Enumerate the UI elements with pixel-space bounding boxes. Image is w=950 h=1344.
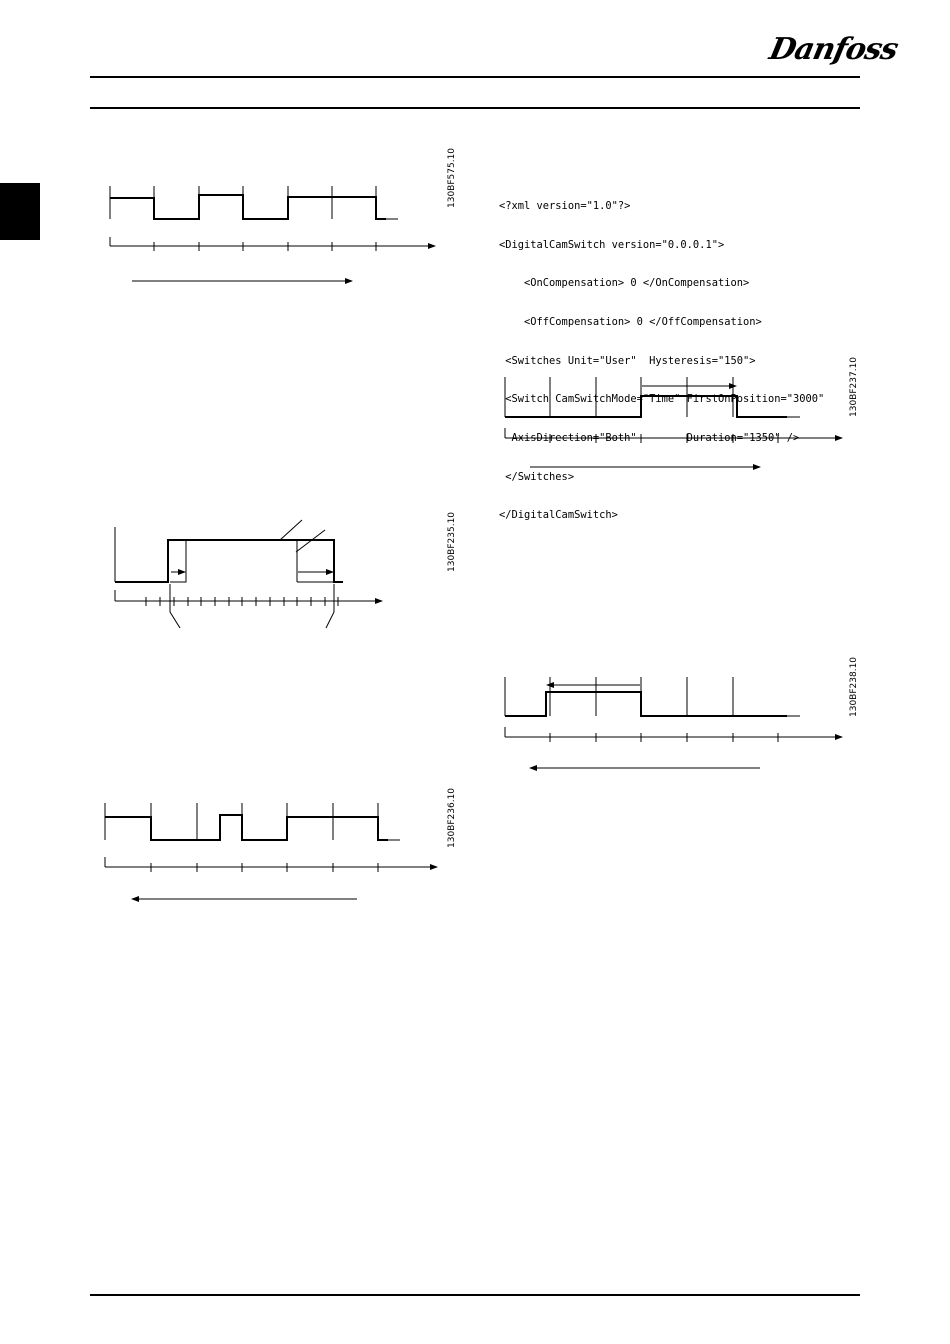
- signal-waveform: [505, 396, 787, 417]
- footer-rule: [90, 1294, 860, 1296]
- code-line: <OffCompensation> 0 </OffCompensation>: [499, 315, 762, 328]
- on-compensation-box: [170, 540, 186, 582]
- leader-line: [280, 520, 302, 540]
- signal-waveform: [505, 692, 787, 716]
- signal-waveform: [105, 815, 388, 840]
- signal-waveform: [110, 195, 386, 219]
- figure-id-1: 130BF575.10: [447, 147, 457, 208]
- code-line: <DigitalCamSwitch version="0.0.0.1">: [499, 238, 725, 251]
- signal-waveform: [115, 540, 343, 582]
- code-line: <Switches Unit="User" Hysteresis="150">: [499, 354, 756, 367]
- code-line: <?xml version="1.0"?>: [499, 199, 631, 212]
- figure-id-2: 130BF235.10: [447, 511, 457, 572]
- timing-diagram-5: [505, 677, 842, 768]
- timing-diagram-3: [105, 803, 437, 899]
- code-line: <OnCompensation> 0 </OnCompensation>: [499, 277, 750, 290]
- figure-id-3: 130BF236.10: [447, 787, 457, 848]
- code-line: </DigitalCamSwitch>: [499, 509, 618, 522]
- code-line: <Switch CamSwitchMode="Time" FirstOnPosition="3000": [499, 393, 825, 406]
- code-line: AxisDirection="Both" Duration="1350" />: [499, 432, 800, 445]
- leader-line: [170, 612, 180, 628]
- timing-diagram-1: [110, 186, 435, 281]
- figure-id-5: 130BF238.10: [849, 656, 859, 717]
- timing-diagram-4: [505, 377, 842, 467]
- code-line: </Switches>: [499, 470, 575, 483]
- figure-id-4: 130BF237.10: [849, 356, 859, 417]
- danfoss-logo: Danfoss: [766, 32, 901, 67]
- leader-line: [326, 612, 334, 628]
- timing-diagram-2: [115, 520, 382, 628]
